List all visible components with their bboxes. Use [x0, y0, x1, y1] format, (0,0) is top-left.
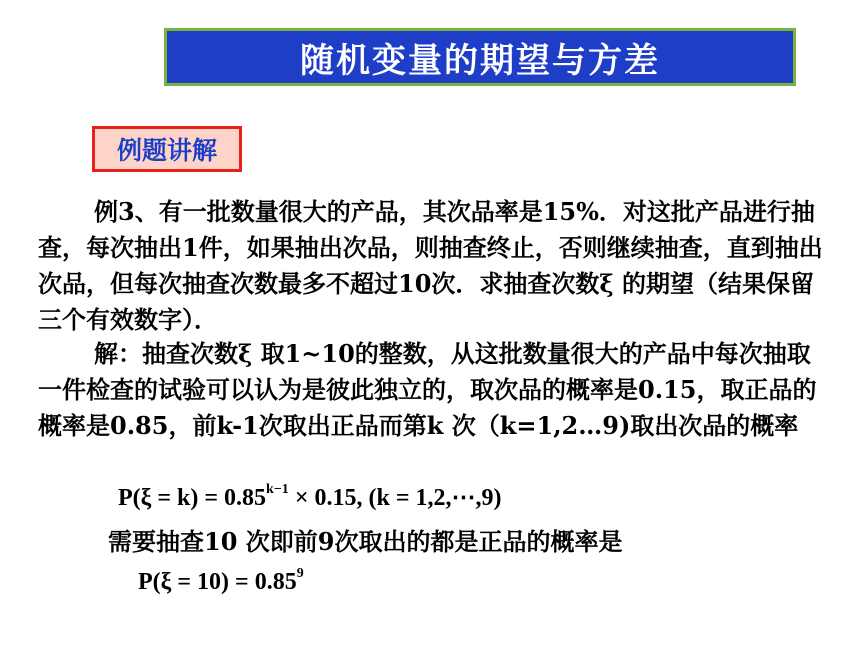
probability-formula-ten: [138, 566, 304, 596]
solution-paragraph: 解：抽查次数ξ 取1~10的整数，从这批数量很大的产品中每次抽取一件检查的试验可以认为是彼此独立的，取次品的概率是0.15，取正品的概率是0.85，前k-1次取出正品而第k 次（k=1,2…9)取出次品的概率: [38, 339, 817, 440]
title-banner: [164, 28, 796, 86]
formula1-exponent: k−1: [266, 482, 289, 497]
formula2-main: P(ξ = 10) = 0.85: [138, 569, 297, 595]
section-badge-label: 例题讲解: [116, 136, 217, 165]
probability-formula: [118, 482, 502, 512]
problem-statement: 例3、有一批数量很大的产品，其次品率是15%．对这批产品进行抽查，每次抽出1件，如果抽出次品，则抽查终止，否则继续抽查，直到抽出次品，但每次抽查次数最多不超过10次．求抽查次数ξ 的期望（结果保留三个有效数字）．: [38, 197, 823, 334]
solution-line-ten: 需要抽查10 次即前9次取出的都是正品的概率是: [108, 527, 623, 556]
formula1-main: P(ξ = k) = 0.85: [118, 485, 267, 511]
section-badge: [92, 126, 242, 172]
page-title: 随机变量的期望与方差: [300, 40, 660, 81]
formula2-exponent: 9: [296, 566, 304, 581]
formula1-tail: × 0.15, (k = 1,2,⋯,9): [288, 485, 502, 511]
